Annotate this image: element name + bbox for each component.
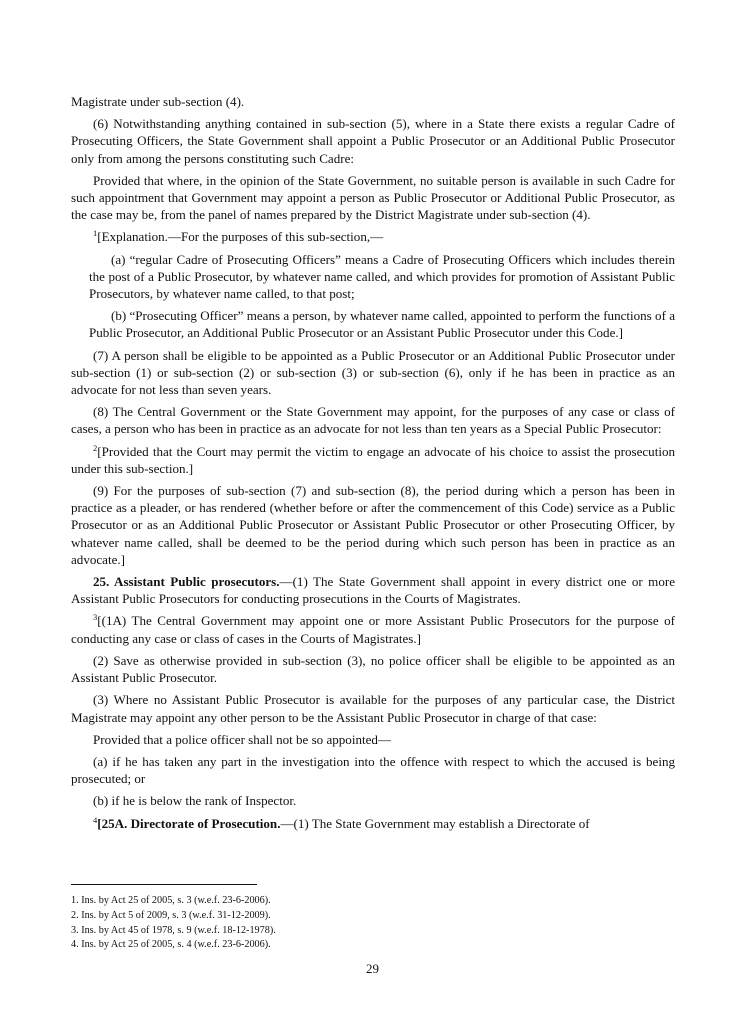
paragraph-clause-b-rank: (b) if he is below the rank of Inspector. bbox=[93, 793, 297, 809]
section-heading: 25. Assistant Public prosecutors. bbox=[93, 574, 280, 590]
paragraph-subsection-3: (3) Where no Assistant Public Prosecutor is available for the purposes of any particular case, the District Magistrate may appoint any other person to be the Assistant Public Prosecutor in charge of that case: bbox=[71, 692, 675, 725]
section-text: —(1) The State Government may establish a Directorate of bbox=[280, 815, 590, 831]
paragraph-proviso-police: Provided that a police officer shall not be so appointed— bbox=[93, 731, 391, 747]
explanation-text: [Explanation.—For the purposes of this sub-section,— bbox=[97, 229, 384, 245]
paragraph: Magistrate under sub-section (4). bbox=[71, 94, 245, 109]
footnote-ref: 1 bbox=[93, 228, 98, 239]
paragraph-clause-b: (b) “Prosecuting Officer” means a person, by whatever name called, appointed to perform the functions of a Public Prosecutor, an Additional Public Prosecutor or an Assistant Public Prosecutor under this Code.] bbox=[89, 308, 675, 341]
footnote-ref: 3 bbox=[93, 612, 98, 623]
footnote: 3. Ins. by Act 45 of 1978, s. 9 (w.e.f. 18-12-1978). bbox=[71, 924, 276, 936]
section-heading: [25A. Directorate of Prosecution. bbox=[97, 815, 281, 831]
paragraph-subsection-2: (2) Save as otherwise provided in sub-section (3), no police officer shall be eligible to be appointed as an Assistant Public Prosecutor. bbox=[71, 652, 675, 686]
footnotes bbox=[71, 894, 675, 953]
paragraph-subsection-1a bbox=[71, 612, 675, 646]
paragraph-clause-a: (a) “regular Cadre of Prosecuting Officers” means a Cadre of Prosecuting Officers which includes therein the post of a Public Prosecutor, by whatever name called, and which provides for promotion of Assistant Public Prosecutors, by whatever name called, to that post; bbox=[89, 251, 675, 302]
page-number: 29 bbox=[366, 961, 379, 976]
paragraph-subsection-7: (7) A person shall be eligible to be appointed as a Public Prosecutor or an Additional Public Prosecutor under sub-section (1) or sub-section (2) or sub-section (3) or sub-section (6), only if he has been in practice as an advocate for not less than seven years. bbox=[71, 347, 675, 398]
paragraph-subsection-8: (8) The Central Government or the State Government may appoint, for the purposes of any case or class of cases, a person who has been in practice as an advocate for not less than ten years as a Special Public Prosecutor: bbox=[71, 404, 675, 437]
paragraph-clause-a-investigation: (a) if he has taken any part in the investigation into the offence with respect to which the accused is being prosecuted; or bbox=[71, 753, 675, 787]
paragraph-proviso-victim bbox=[71, 443, 675, 477]
paragraph-proviso: Provided that where, in the opinion of the State Government, no suitable person is available in such Cadre for such appointment that Government may appoint a person as Public Prosecutor or Additional Public Prosecutor, as the case may be, from the panel of names prepared by the District Magistrate under sub-section (4). bbox=[71, 172, 675, 223]
section-text: —(1) The State Government shall appoint in every district one or more Assistant Public Prosecutors for conducting prosecutions in the Courts of Magistrates. bbox=[71, 574, 675, 607]
paragraph-explanation bbox=[71, 228, 675, 245]
footnote: 2. Ins. by Act 5 of 2009, s. 3 (w.e.f. 31-12-2009). bbox=[71, 909, 271, 921]
footnote-divider bbox=[71, 884, 257, 885]
paragraph-section-25a bbox=[71, 815, 675, 832]
footnote-ref: 2 bbox=[93, 442, 98, 453]
paragraph-subsection-6: (6) Notwithstanding anything contained in sub-section (5), where in a State there exists a regular Cadre of Prosecuting Officers, the State Government shall appoint a Public Prosecutor or an Additional Public Prosecutor only from among the persons constituting such Cadre: bbox=[71, 116, 675, 166]
footnote: 1. Ins. by Act 25 of 2005, s. 3 (w.e.f. 23-6-2006). bbox=[71, 895, 271, 906]
proviso-text: [Provided that the Court may permit the victim to engage an advocate of his choice to assist the prosecution under this sub-section.] bbox=[71, 443, 675, 476]
footnote: 4. Ins. by Act 25 of 2005, s. 4 (w.e.f. 23-6-2006). bbox=[71, 939, 271, 951]
footnote-ref: 4 bbox=[93, 814, 98, 825]
paragraph-subsection-9: (9) For the purposes of sub-section (7) and sub-section (8), the period during which a person has been in practice as a pleader, or has rendered (whether before or after the commencement of this Code) service as a Public Prosecutor or as an Additional Public Prosecutor or Assistant Public Prosecutor or other Prosecuting Officer, by whatever name called, shall be deemed to be the period during which such person has been in practice as an advocate.] bbox=[71, 483, 675, 567]
subsection-text: [(1A) The Central Government may appoint one or more Assistant Public Prosecutors for the purpose of conducting any case or class of cases in the Courts of Magistrates.] bbox=[71, 613, 675, 646]
body-text bbox=[71, 93, 675, 837]
paragraph-section-25 bbox=[71, 573, 675, 607]
